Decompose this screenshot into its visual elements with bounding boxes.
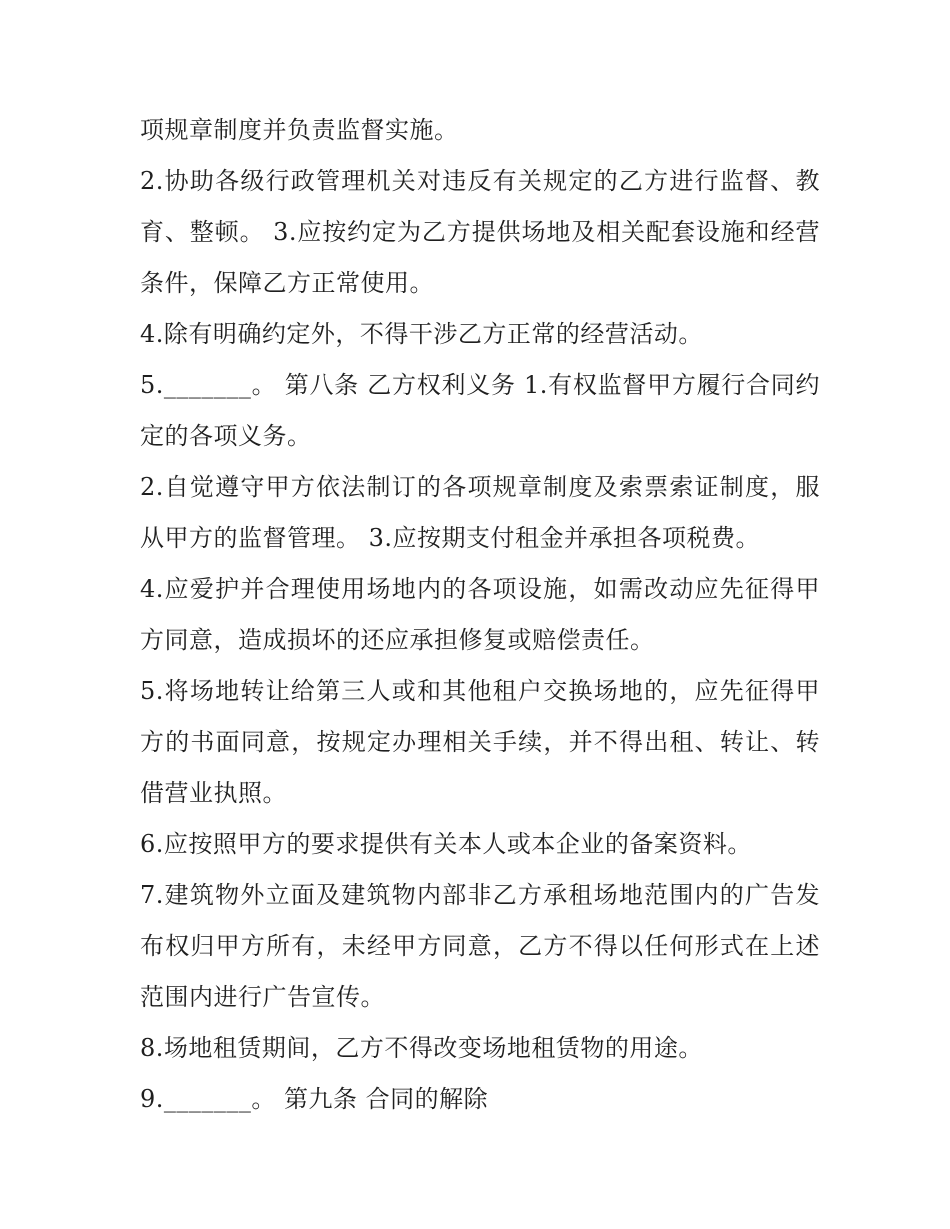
paragraph: 项规章制度并负责监督实施。 [140,116,459,144]
paragraph: 4.除有明确约定外，不得干涉乙方正常的经营活动。 [140,320,703,348]
paragraph: 2.自觉遵守甲方依法制订的各项规章制度及索票索证制度，服从甲方的监督管理。 3.应按期支付租金并承担各项税费。 [140,473,820,552]
paragraph: 9._______。 第九条 合同的解除 [140,1085,489,1113]
paragraph: 4.应爱护并合理使用场地内的各项设施，如需改动应先征得甲方同意，造成损坏的还应承担修复或赔偿责任。 [140,575,820,654]
paragraph: 5.将场地转让给第三人或和其他租户交换场地的，应先征得甲方的书面同意，按规定办理相关手续，并不得出租、转让、转借营业执照。 [140,677,820,807]
paragraph: 8.场地租赁期间，乙方不得改变场地租赁物的用途。 [140,1034,703,1062]
paragraph: 7.建筑物外立面及建筑物内部非乙方承租场地范围内的广告发布权归甲方所有，未经甲方同意，乙方不得以任何形式在上述范围内进行广告宣传。 [140,881,820,1011]
paragraph: 5._______。 第八条 乙方权利义务 1.有权监督甲方履行合同约定的各项义务。 [140,371,820,450]
paragraph: 6.应按照甲方的要求提供有关本人或本企业的备案资料。 [140,830,752,858]
document-body [140,105,820,1125]
paragraph: 2.协助各级行政管理机关对违反有关规定的乙方进行监督、教育、整顿。 3.应按约定为乙方提供场地及相关配套设施和经营条件，保障乙方正常使用。 [140,167,820,297]
